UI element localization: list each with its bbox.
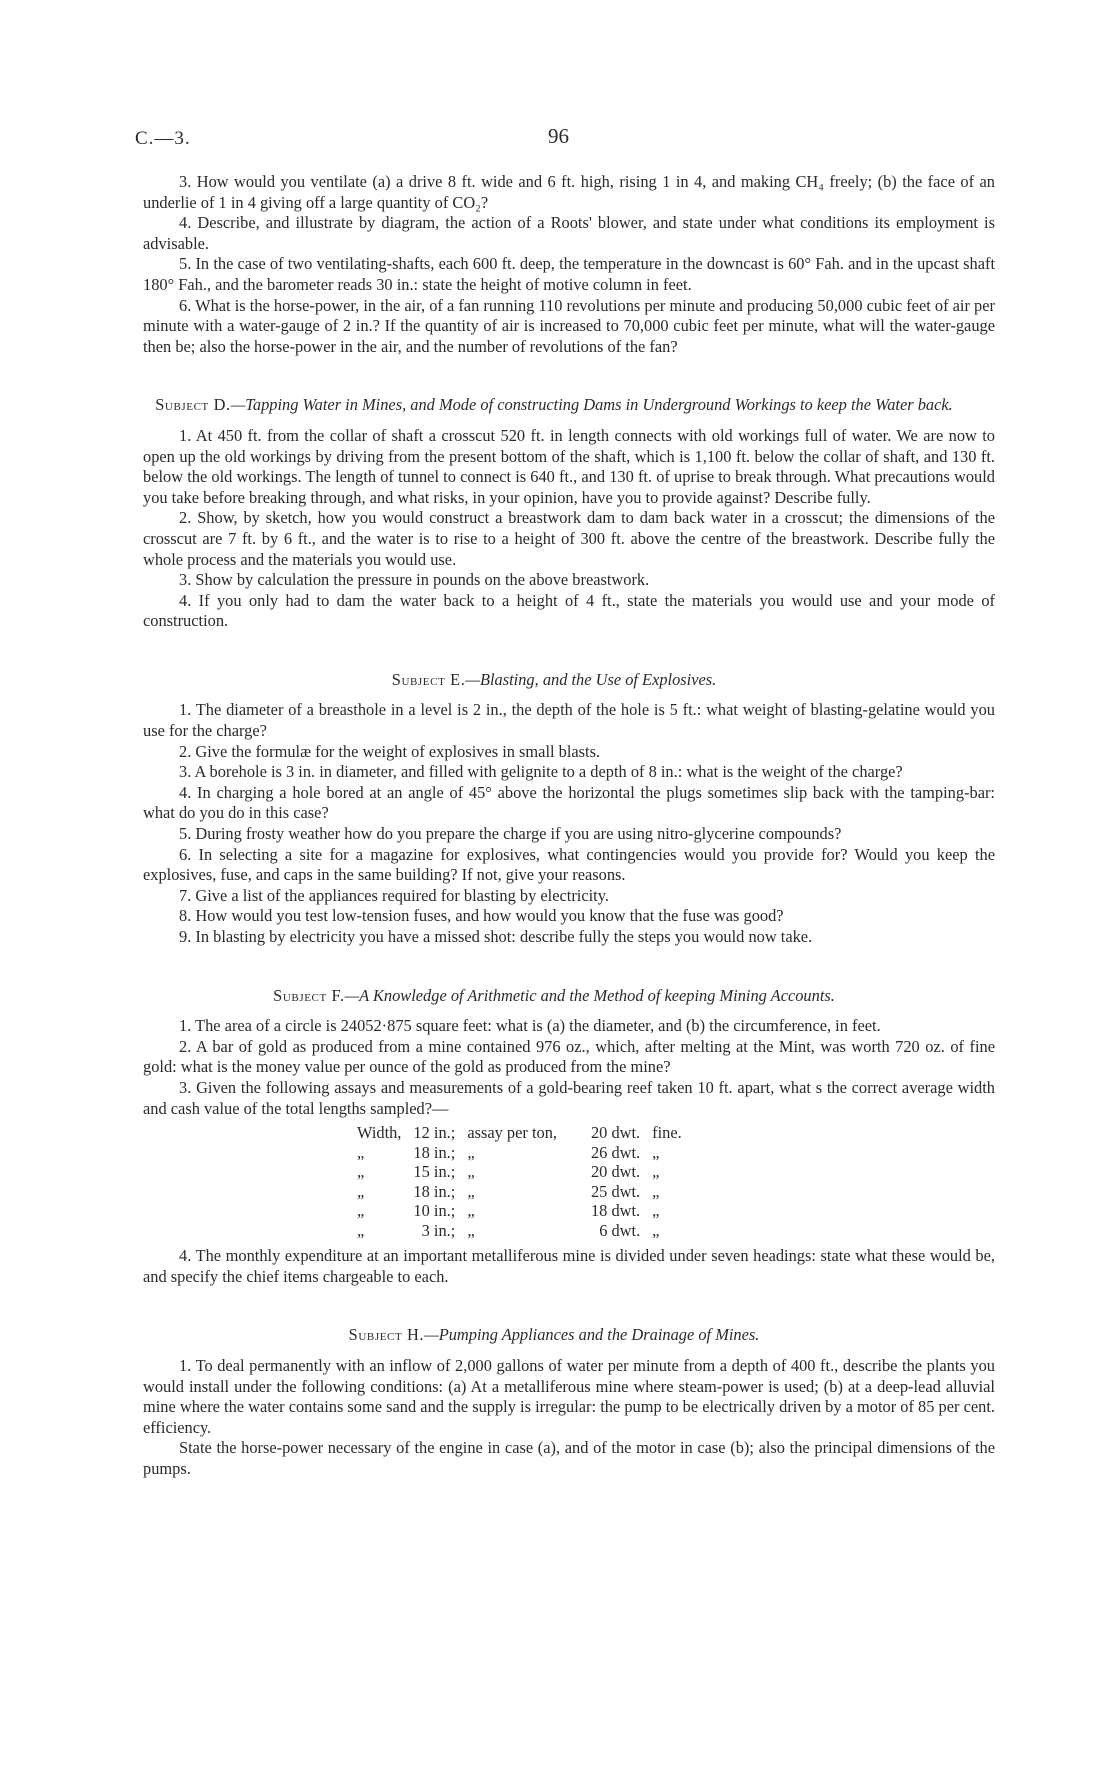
assay-fine: „ bbox=[652, 1162, 660, 1182]
assay-fine: „ bbox=[652, 1142, 660, 1162]
assay-fine: „ bbox=[652, 1201, 660, 1221]
page-content bbox=[143, 172, 995, 1480]
assay-per-ton: „ bbox=[467, 1162, 475, 1182]
question-c3: 3. How would you ventilate (a) a drive 8 ft. wide and 6 ft. high, rising 1 in 4, and making CH₄ freely; (b) the face of an underlie of 1 in 4 giving off a large quantity of CO₂? bbox=[143, 172, 995, 212]
subject-f-label: Subject F. bbox=[273, 985, 345, 1005]
subject-f-title: —A Knowledge of Arithmetic and the Method of keeping Mining Accounts. bbox=[344, 985, 835, 1005]
question-e9: 9. In blasting by electricity you have a missed shot: describe fully the steps you would now take. bbox=[179, 927, 813, 946]
question-h1-continued: State the horse-power necessary of the engine in case (a), and of the motor in case (b); also the principal dimensions of the pumps. bbox=[143, 1438, 995, 1478]
subject-e-label: Subject E. bbox=[391, 669, 466, 689]
subject-d-heading bbox=[143, 395, 965, 416]
assay-width: 18 in.; bbox=[413, 1181, 456, 1201]
question-d4: 4. If you only had to dam the water back to a height of 4 ft., state the materials you would use and your mode of construction. bbox=[143, 590, 995, 631]
assay-row bbox=[351, 1143, 688, 1163]
assay-fine: „ bbox=[652, 1181, 660, 1201]
question-c6: 6. What is the horse-power, in the air, of a fan running 110 revolutions per minute and producing 50,000 cubic feet of air per minute with a water-gauge of 2 in.? If the quantity of air is increased to 70,000 cubic feet per minute, what will the water-gauge then be; also the horse-power in the air, and the number of revolutions of the fan? bbox=[143, 295, 995, 356]
section-spacer bbox=[143, 948, 995, 986]
question-f1: 1. The area of a circle is 24052·875 square feet: what is (a) the diameter, and (b) the circumference, in feet. bbox=[179, 1016, 881, 1036]
question-h1: 1. To deal permanently with an inflow of 2,000 gallons of water per minute from a depth of 400 ft., describe the plants you would install under the following conditions: (a) At a metalliferous mine where steam-power is used; (b) at a deep-lead alluvial mine where the water contains some sand and the supply is irregular: the pump to be electrically driven by a motor of 85 per cent. efficiency. bbox=[143, 1355, 995, 1437]
section-subject-f bbox=[143, 986, 995, 1288]
assay-dwt: 6 dwt. bbox=[599, 1220, 641, 1240]
assay-width: 12 in.; bbox=[413, 1123, 456, 1143]
assay-dwt: 25 dwt. bbox=[590, 1181, 641, 1201]
assay-label: „ bbox=[357, 1201, 365, 1221]
question-e5: 5. During frosty weather how do you prepare the charge if you are using nitro-glycerine compounds? bbox=[179, 824, 842, 844]
assay-per-ton: „ bbox=[467, 1181, 475, 1201]
subject-d-label: Subject D. bbox=[155, 395, 231, 415]
assay-row bbox=[351, 1162, 688, 1182]
page-number: 96 bbox=[548, 124, 569, 148]
subject-f-heading bbox=[143, 986, 965, 1007]
question-e2: 2. Give the formulæ for the weight of explosives in small blasts. bbox=[179, 741, 601, 761]
assay-per-ton: „ bbox=[467, 1142, 475, 1162]
assay-row bbox=[351, 1221, 688, 1241]
assay-label: Width, bbox=[357, 1123, 402, 1143]
assay-dwt: 18 dwt. bbox=[590, 1201, 641, 1221]
question-d2: 2. Show, by sketch, how you would construct a breastwork dam to dam back water in a crosscut; the dimensions of the crosscut are 7 ft. by 6 ft., and the water is to rise to a height of 300 ft. above the centre of the breastwork. Describe fully the whole process and the materials you would use. bbox=[143, 508, 995, 569]
question-e1: 1. The diameter of a breasthole in a level is 2 in., the depth of the hole is 5 ft.: what weight of blasting-gelatine would you use for the charge? bbox=[143, 700, 995, 741]
assay-row bbox=[351, 1201, 688, 1221]
assay-per-ton: assay per ton, bbox=[467, 1123, 557, 1143]
assay-row bbox=[351, 1123, 688, 1143]
subject-h-title: —Pumping Appliances and the Drainage of Mines. bbox=[424, 1325, 760, 1345]
subject-e-heading bbox=[143, 670, 965, 691]
assay-fine: fine. bbox=[652, 1123, 682, 1143]
question-f3: 3. Given the following assays and measurements of a gold-bearing reef taken 10 ft. apart, what s the correct average width and cash value of the total lengths sampled?— bbox=[143, 1077, 995, 1118]
assay-label: „ bbox=[357, 1142, 365, 1162]
question-e7: 7. Give a list of the appliances required for blasting by electricity. bbox=[179, 885, 609, 905]
page-header bbox=[135, 124, 995, 158]
assay-fine: „ bbox=[652, 1220, 660, 1240]
section-subject-e bbox=[143, 670, 995, 948]
question-d3: 3. Show by calculation the pressure in pounds on the above breastwork. bbox=[179, 570, 650, 590]
question-e8: 8. How would you test low-tension fuses, and how would you know that the fuse was good? bbox=[179, 906, 784, 926]
section-c-continued bbox=[143, 172, 995, 357]
section-subject-h bbox=[143, 1325, 995, 1479]
question-f2: 2. A bar of gold as produced from a mine contained 976 oz., which, after melting at the Mint, was worth 720 oz. of fine gold: what is the money value per ounce of the gold as produced from the mine? bbox=[143, 1036, 995, 1077]
question-e4: 4. In charging a hole bored at an angle of 45° above the horizontal the plugs sometimes slip back with the tamping-bar: what do you do in this case? bbox=[143, 782, 995, 823]
assay-dwt: 20 dwt. bbox=[590, 1162, 641, 1182]
assay-width: 3 in.; bbox=[421, 1220, 456, 1240]
assay-label: „ bbox=[357, 1181, 365, 1201]
question-d1: 1. At 450 ft. from the collar of shaft a crosscut 520 ft. in length connects with old workings full of water. We are now to open up the old workings by driving from the present bottom of the shaft, which is 1,100 ft. below the collar of shaft, and 130 ft. below the old workings. The length of tunnel to connect is 640 ft., and 130 ft. of uprise to break through. What precautions would you take before breaking through, and what risks, in your opinion, have you to provide against? Describe fully. bbox=[143, 425, 995, 507]
assay-width: 18 in.; bbox=[413, 1142, 456, 1162]
section-spacer bbox=[143, 357, 995, 395]
question-e6: 6. In selecting a site for a magazine for explosives, what contingencies would you provide for? Would you keep the explosives, fuse, and caps in the same building? If not, give your reasons. bbox=[143, 844, 995, 885]
question-c4: 4. Describe, and illustrate by diagram, the action of a Roots' blower, and state under what conditions its employment is advisable. bbox=[143, 213, 995, 253]
assay-per-ton: „ bbox=[467, 1220, 475, 1240]
subject-d-title: —Tapping Water in Mines, and Mode of constructing Dams in Underground Workings to keep the Water back. bbox=[230, 395, 953, 415]
question-e3: 3. A borehole is 3 in. in diameter, and filled with gelignite to a depth of 8 in.: what is the weight of the charge? bbox=[179, 762, 903, 782]
section-spacer bbox=[143, 632, 995, 670]
subject-e-title: —Blasting, and the Use of Explosives. bbox=[465, 669, 717, 689]
assay-width: 10 in.; bbox=[413, 1201, 456, 1221]
subject-h-heading bbox=[143, 1325, 965, 1346]
subject-h-label: Subject H. bbox=[348, 1325, 425, 1345]
assay-width: 15 in.; bbox=[413, 1162, 456, 1182]
document-code: C.—3. bbox=[135, 128, 191, 149]
assay-label: „ bbox=[357, 1220, 365, 1240]
question-f4: 4. The monthly expenditure at an important metalliferous mine is divided under seven headings: state what these would be, and specify the chief items chargeable to each. bbox=[143, 1246, 995, 1286]
assay-row bbox=[351, 1182, 688, 1202]
question-c5: 5. In the case of two ventilating-shafts, each 600 ft. deep, the temperature in the downcast is 60° Fah. and in the upcast shaft 180° Fah., and the barometer reads 30 in.: state the height of motive column in feet. bbox=[143, 254, 995, 294]
assay-table bbox=[351, 1123, 688, 1240]
assay-dwt: 26 dwt. bbox=[590, 1142, 641, 1162]
assay-dwt: 20 dwt. bbox=[590, 1123, 641, 1143]
assay-label: „ bbox=[357, 1162, 365, 1182]
assay-per-ton: „ bbox=[467, 1201, 475, 1221]
section-spacer bbox=[143, 1287, 995, 1325]
section-subject-d bbox=[143, 395, 995, 632]
